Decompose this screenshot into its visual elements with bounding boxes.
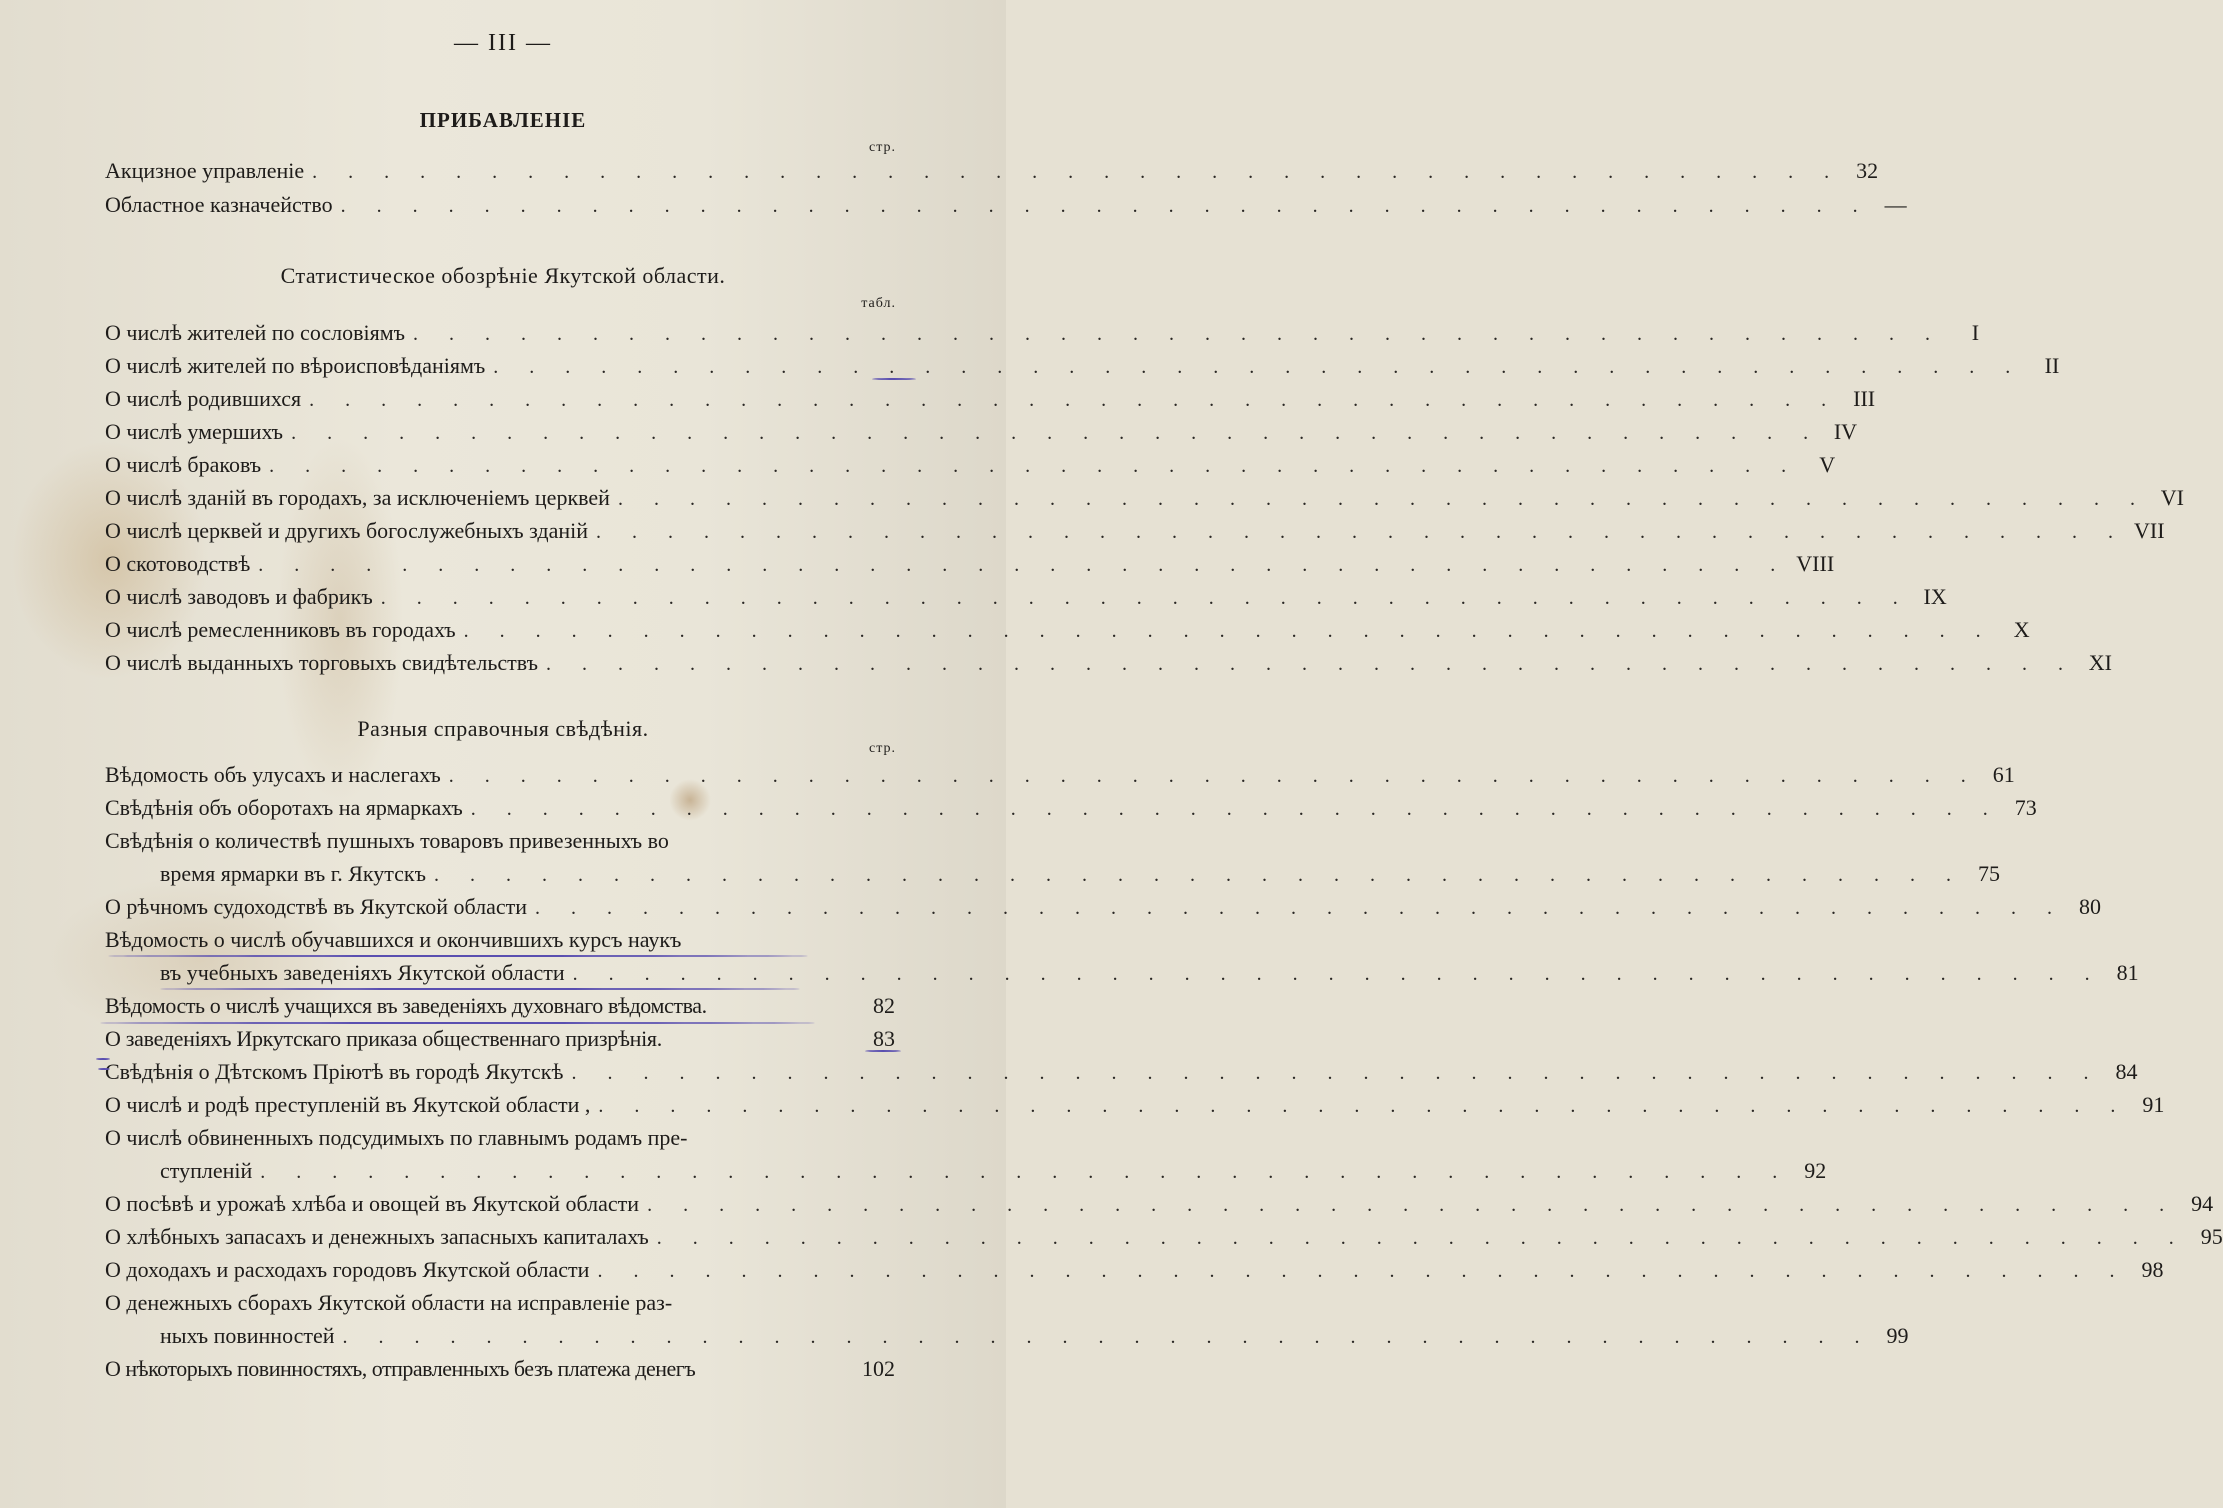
toc-entry-page: VIII — [1796, 551, 1835, 576]
toc-entry-page: 102 — [862, 1356, 895, 1381]
toc-entry-page: IV — [1833, 419, 1858, 444]
toc-entry-page: V — [1819, 452, 1836, 477]
toc-entry[interactable] — [105, 795, 2037, 827]
toc-entry-title: Вѣдомость объ улусахъ и наслегахъ — [105, 762, 441, 787]
pen-underline — [108, 955, 808, 957]
toc-entry-page: 32 — [1856, 158, 1879, 183]
toc-entry-page: 84 — [2115, 1059, 2138, 1084]
toc-entry[interactable] — [105, 1356, 895, 1388]
leader-dots: . . . . . . . . . . . . . . . . . . . . . . . . . . . . . . . . . . . . . . . . . . . — [269, 455, 1800, 477]
toc-entry-title: О числѣ заводовъ и фабрикъ — [105, 584, 373, 609]
toc-entry-title: Акцизное управленіе — [105, 158, 305, 183]
toc-entry-title-cont: ныхъ повинностей — [160, 1323, 335, 1348]
toc-entry-title: О числѣ церквей и другихъ богослужебныхъ зданій — [105, 518, 588, 543]
page-number: — III — — [454, 30, 552, 56]
toc-entry[interactable] — [105, 1092, 2165, 1124]
toc-entry[interactable] — [105, 386, 1876, 418]
toc-entry-page: 75 — [1978, 861, 2000, 886]
toc-entry-page: 61 — [1992, 762, 2015, 787]
toc-entry[interactable] — [105, 551, 1835, 583]
leader-dots: . . . . . . . . . . . . . . . . . . . . . . . . . . . . . . . . . . . . . . . . . . . — [309, 389, 1840, 411]
leader-dots: . . . . . . . . . . . . . . . . . . . . . . . . . . . . . . . . . . . . . . . . . . . — [312, 161, 1843, 183]
toc-entry-page: 81 — [2116, 960, 2139, 985]
toc-entry[interactable] — [105, 518, 2165, 550]
toc-entry-page: 94 — [2191, 1191, 2214, 1216]
toc-entry-page: 95 — [2200, 1224, 2223, 1249]
toc-entry-title: О числѣ ремесленниковъ въ городахъ — [105, 617, 456, 642]
toc-entry-title: Свѣдѣнія объ оборотахъ на ярмаркахъ — [105, 795, 463, 820]
pen-underline — [872, 378, 916, 380]
toc-entry-title: О числѣ жителей по сословіямъ — [105, 320, 406, 345]
toc-entry-title: Свѣдѣнія о Дѣтскомъ Пріютѣ въ городѣ Якутскѣ — [105, 1059, 564, 1084]
toc-entry[interactable] — [105, 1059, 2138, 1091]
toc-entry[interactable] — [105, 993, 895, 1025]
appendix-column-label: стр. — [868, 140, 896, 155]
toc-entry-page: II — [2044, 353, 2060, 378]
leader-dots: . . . . . . . . . . . . . . . . . . . . . . . . . . . . . . . . . . . . . . . . . . . — [413, 323, 1944, 345]
toc-entry-continuation[interactable] — [160, 1323, 1909, 1355]
leader-dots: . . . . . . . . . . . . . . . . . . . . . . . . . . . . . . . . . . . . . . . . . . . — [470, 798, 2001, 820]
toc-entry-page: 80 — [2079, 894, 2102, 919]
toc-entry[interactable] — [105, 320, 1980, 352]
toc-entry[interactable] — [105, 1191, 2214, 1223]
toc-entry-title: О доходахъ и расходахъ городовъ Якутской области — [105, 1257, 590, 1282]
statistics-column-label: табл. — [861, 296, 896, 311]
toc-entry-title: О числѣ зданій въ городахъ, за исключеніемъ церквей — [105, 485, 610, 510]
toc-entry-title[interactable]: Свѣдѣнія о количествѣ пушныхъ товаровъ привезенныхъ во — [105, 828, 669, 853]
toc-entry-title-cont: время ярмарки въ г. Якутскъ — [160, 861, 426, 886]
toc-entry[interactable] — [105, 452, 1836, 484]
leader-dots: . . . . . . . . . . . . . . . . . . . . . . . . . . . . . . . . . . . . . . . . . . . — [448, 765, 1979, 787]
toc-entry[interactable] — [105, 650, 2112, 682]
leader-dots: . . . . . . . . . . . . . . . . . . . . . . . . . . . . . . . . . . . . . . . . . . . — [617, 488, 2148, 510]
toc-entry-title: О числѣ выданныхъ торговыхъ свидѣтельствъ — [105, 650, 538, 675]
toc-entry[interactable] — [105, 894, 2102, 926]
toc-entry[interactable] — [105, 1026, 895, 1058]
toc-entry-page: 92 — [1804, 1158, 1827, 1183]
toc-entry-title: О посѣвѣ и урожаѣ хлѣба и овощей въ Якутской области — [105, 1191, 640, 1216]
leader-dots: . . . . . . . . . . . . . . . . . . . . . . . . . . . . . . . . . . . . . . . . . . . — [463, 620, 1994, 642]
toc-entry-page: 99 — [1886, 1323, 1909, 1348]
toc-entry[interactable] — [105, 617, 2030, 649]
toc-entry-page: I — [1971, 320, 1980, 345]
toc-entry[interactable] — [105, 1257, 2164, 1289]
toc-entry-page: IX — [1923, 584, 1947, 609]
leader-dots: . . . . . . . . . . . . . . . . . . . . . . . . . . . . . . . . . . . . . . . . . . . — [258, 554, 1789, 576]
toc-entry-page: 98 — [2141, 1257, 2164, 1282]
toc-entry-page: 83 — [873, 1026, 895, 1051]
toc-entry-page: XI — [2088, 650, 2112, 675]
pen-underline — [865, 1050, 901, 1052]
leader-dots: . . . . . . . . . . . . . . . . . . . . . . . . . . . . . . . . . . . . . . . . . . . — [598, 1095, 2129, 1117]
toc-entry-title: О числѣ браковъ — [105, 452, 262, 477]
pen-underline — [100, 1022, 815, 1024]
appendix-title: ПРИБАВЛЕНІЕ — [419, 108, 587, 132]
toc-entry-title: О числѣ родившихся — [105, 386, 302, 411]
toc-entry-page: 82 — [873, 993, 895, 1018]
toc-entry-page: 91 — [2142, 1092, 2165, 1117]
leader-dots: . . . . . . . . . . . . . . . . . . . . . . . . . . . . . . . . . . . . . . . . . . . — [434, 864, 1964, 886]
leader-dots: . . . . . . . . . . . . . . . . . . . . . . . . . . . . . . . . . . . . . . . . . . . — [535, 897, 2066, 919]
toc-entry[interactable] — [105, 1224, 2223, 1256]
leader-dots: . . . . . . . . . . . . . . . . . . . . . . . . . . . . . . . . . . . . . . . . . . . — [291, 422, 1822, 444]
toc-entry[interactable] — [105, 158, 1879, 190]
toc-entry[interactable] — [105, 419, 1858, 451]
toc-entry-page: III — [1853, 386, 1876, 411]
toc-entry[interactable] — [105, 485, 2184, 517]
toc-entry-title[interactable]: О денежныхъ сборахъ Якутской области на исправленіе раз- — [105, 1290, 673, 1315]
leader-dots: . . . . . . . . . . . . . . . . . . . . . . . . . . . . . . . . . . . . . . . . . . . — [596, 521, 2126, 543]
leader-dots: . . . . . . . . . . . . . . . . . . . . . . . . . . . . . . . . . . . . . . . . . . . — [342, 1326, 1873, 1348]
leader-dots: . . . . . . . . . . . . . . . . . . . . . . . . . . . . . . . . . . . . . . . . . . . — [340, 195, 1871, 217]
toc-entry-title: О скотоводствѣ — [105, 551, 251, 576]
toc-entry-title: О числѣ и родѣ преступленій въ Якутской области , — [105, 1092, 591, 1117]
toc-entry-title-cont: ступленій — [160, 1158, 253, 1183]
toc-entry-page: — — [1884, 192, 1907, 217]
leader-dots: . . . . . . . . . . . . . . . . . . . . . . . . . . . . . . . . . . . . . . . . . . . — [572, 963, 2103, 985]
toc-entry-title: Областное казначейство — [105, 192, 333, 217]
leader-dots: . . . . . . . . . . . . . . . . . . . . . . . . . . . . . . . . . . . . . . . . . . . — [260, 1161, 1791, 1183]
pen-mark — [98, 1068, 110, 1070]
leader-dots: . . . . . . . . . . . . . . . . . . . . . . . . . . . . . . . . . . . . . . . . . . . — [380, 587, 1911, 609]
toc-entry-page: VI — [2160, 485, 2184, 510]
leader-dots: . . . . . . . . . . . . . . . . . . . . . . . . . . . . . . . . . . . . . . . . . . . — [571, 1062, 2102, 1084]
leader-dots: . . . . . . . . . . . . . . . . . . . . . . . . . . . . . . . . . . . . . . . . . . . — [647, 1194, 2178, 1216]
toc-entry-title: О нѣкоторыхъ повинностяхъ, отправленныхъ безъ платежа денегъ — [105, 1356, 696, 1381]
toc-entry-page: 73 — [2014, 795, 2037, 820]
toc-entry-title: Вѣдомость о числѣ учащихся въ заведеніяхъ духовнаго вѣдомства. — [105, 993, 707, 1018]
reference-column-label: стр. — [868, 741, 896, 756]
toc-entry-title: О заведеніяхъ Иркутскаго приказа общественнаго призрѣнія. — [105, 1026, 662, 1051]
toc-entry-title[interactable]: Вѣдомость о числѣ обучавшихся и окончившихъ курсъ наукъ — [105, 927, 682, 952]
toc-entry-title-cont: въ учебныхъ заведеніяхъ Якутской области — [160, 960, 565, 985]
pen-underline — [160, 988, 800, 990]
toc-entry-title: О числѣ жителей по вѣроисповѣданіямъ — [105, 353, 486, 378]
toc-entry[interactable] — [105, 192, 1907, 224]
toc-entry-title[interactable]: О числѣ обвиненныхъ подсудимыхъ по главнымъ родамъ пре- — [105, 1125, 688, 1150]
leader-dots: . . . . . . . . . . . . . . . . . . . . . . . . . . . . . . . . . . . . . . . . . . . — [656, 1227, 2187, 1249]
toc-entry[interactable] — [105, 762, 2015, 794]
toc-entry-continuation[interactable] — [160, 861, 2000, 893]
toc-entry-page: VII — [2134, 518, 2165, 543]
leader-dots: . . . . . . . . . . . . . . . . . . . . . . . . . . . . . . . . . . . . . . . . . . . — [493, 356, 2024, 378]
statistics-title: Статистическое обозрѣніе Якутской области. — [280, 263, 726, 288]
pen-mark — [96, 1058, 110, 1060]
toc-entry[interactable] — [105, 353, 2060, 385]
toc-entry-title: О хлѣбныхъ запасахъ и денежныхъ запасныхъ капиталахъ — [105, 1224, 649, 1249]
toc-entry-continuation[interactable] — [160, 1158, 1827, 1190]
reference-title: Разныя справочныя свѣдѣнія. — [357, 716, 649, 741]
toc-entry-title: О рѣчномъ судоходствѣ въ Якутской области — [105, 894, 528, 919]
leader-dots: . . . . . . . . . . . . . . . . . . . . . . . . . . . . . . . . . . . . . . . . . . . — [597, 1260, 2128, 1282]
toc-entry-page: X — [2013, 617, 2030, 642]
toc-entry[interactable] — [105, 584, 1947, 616]
toc-entry-title: О числѣ умершихъ — [105, 419, 284, 444]
leader-dots: . . . . . . . . . . . . . . . . . . . . . . . . . . . . . . . . . . . . . . . . . . . — [545, 653, 2076, 675]
